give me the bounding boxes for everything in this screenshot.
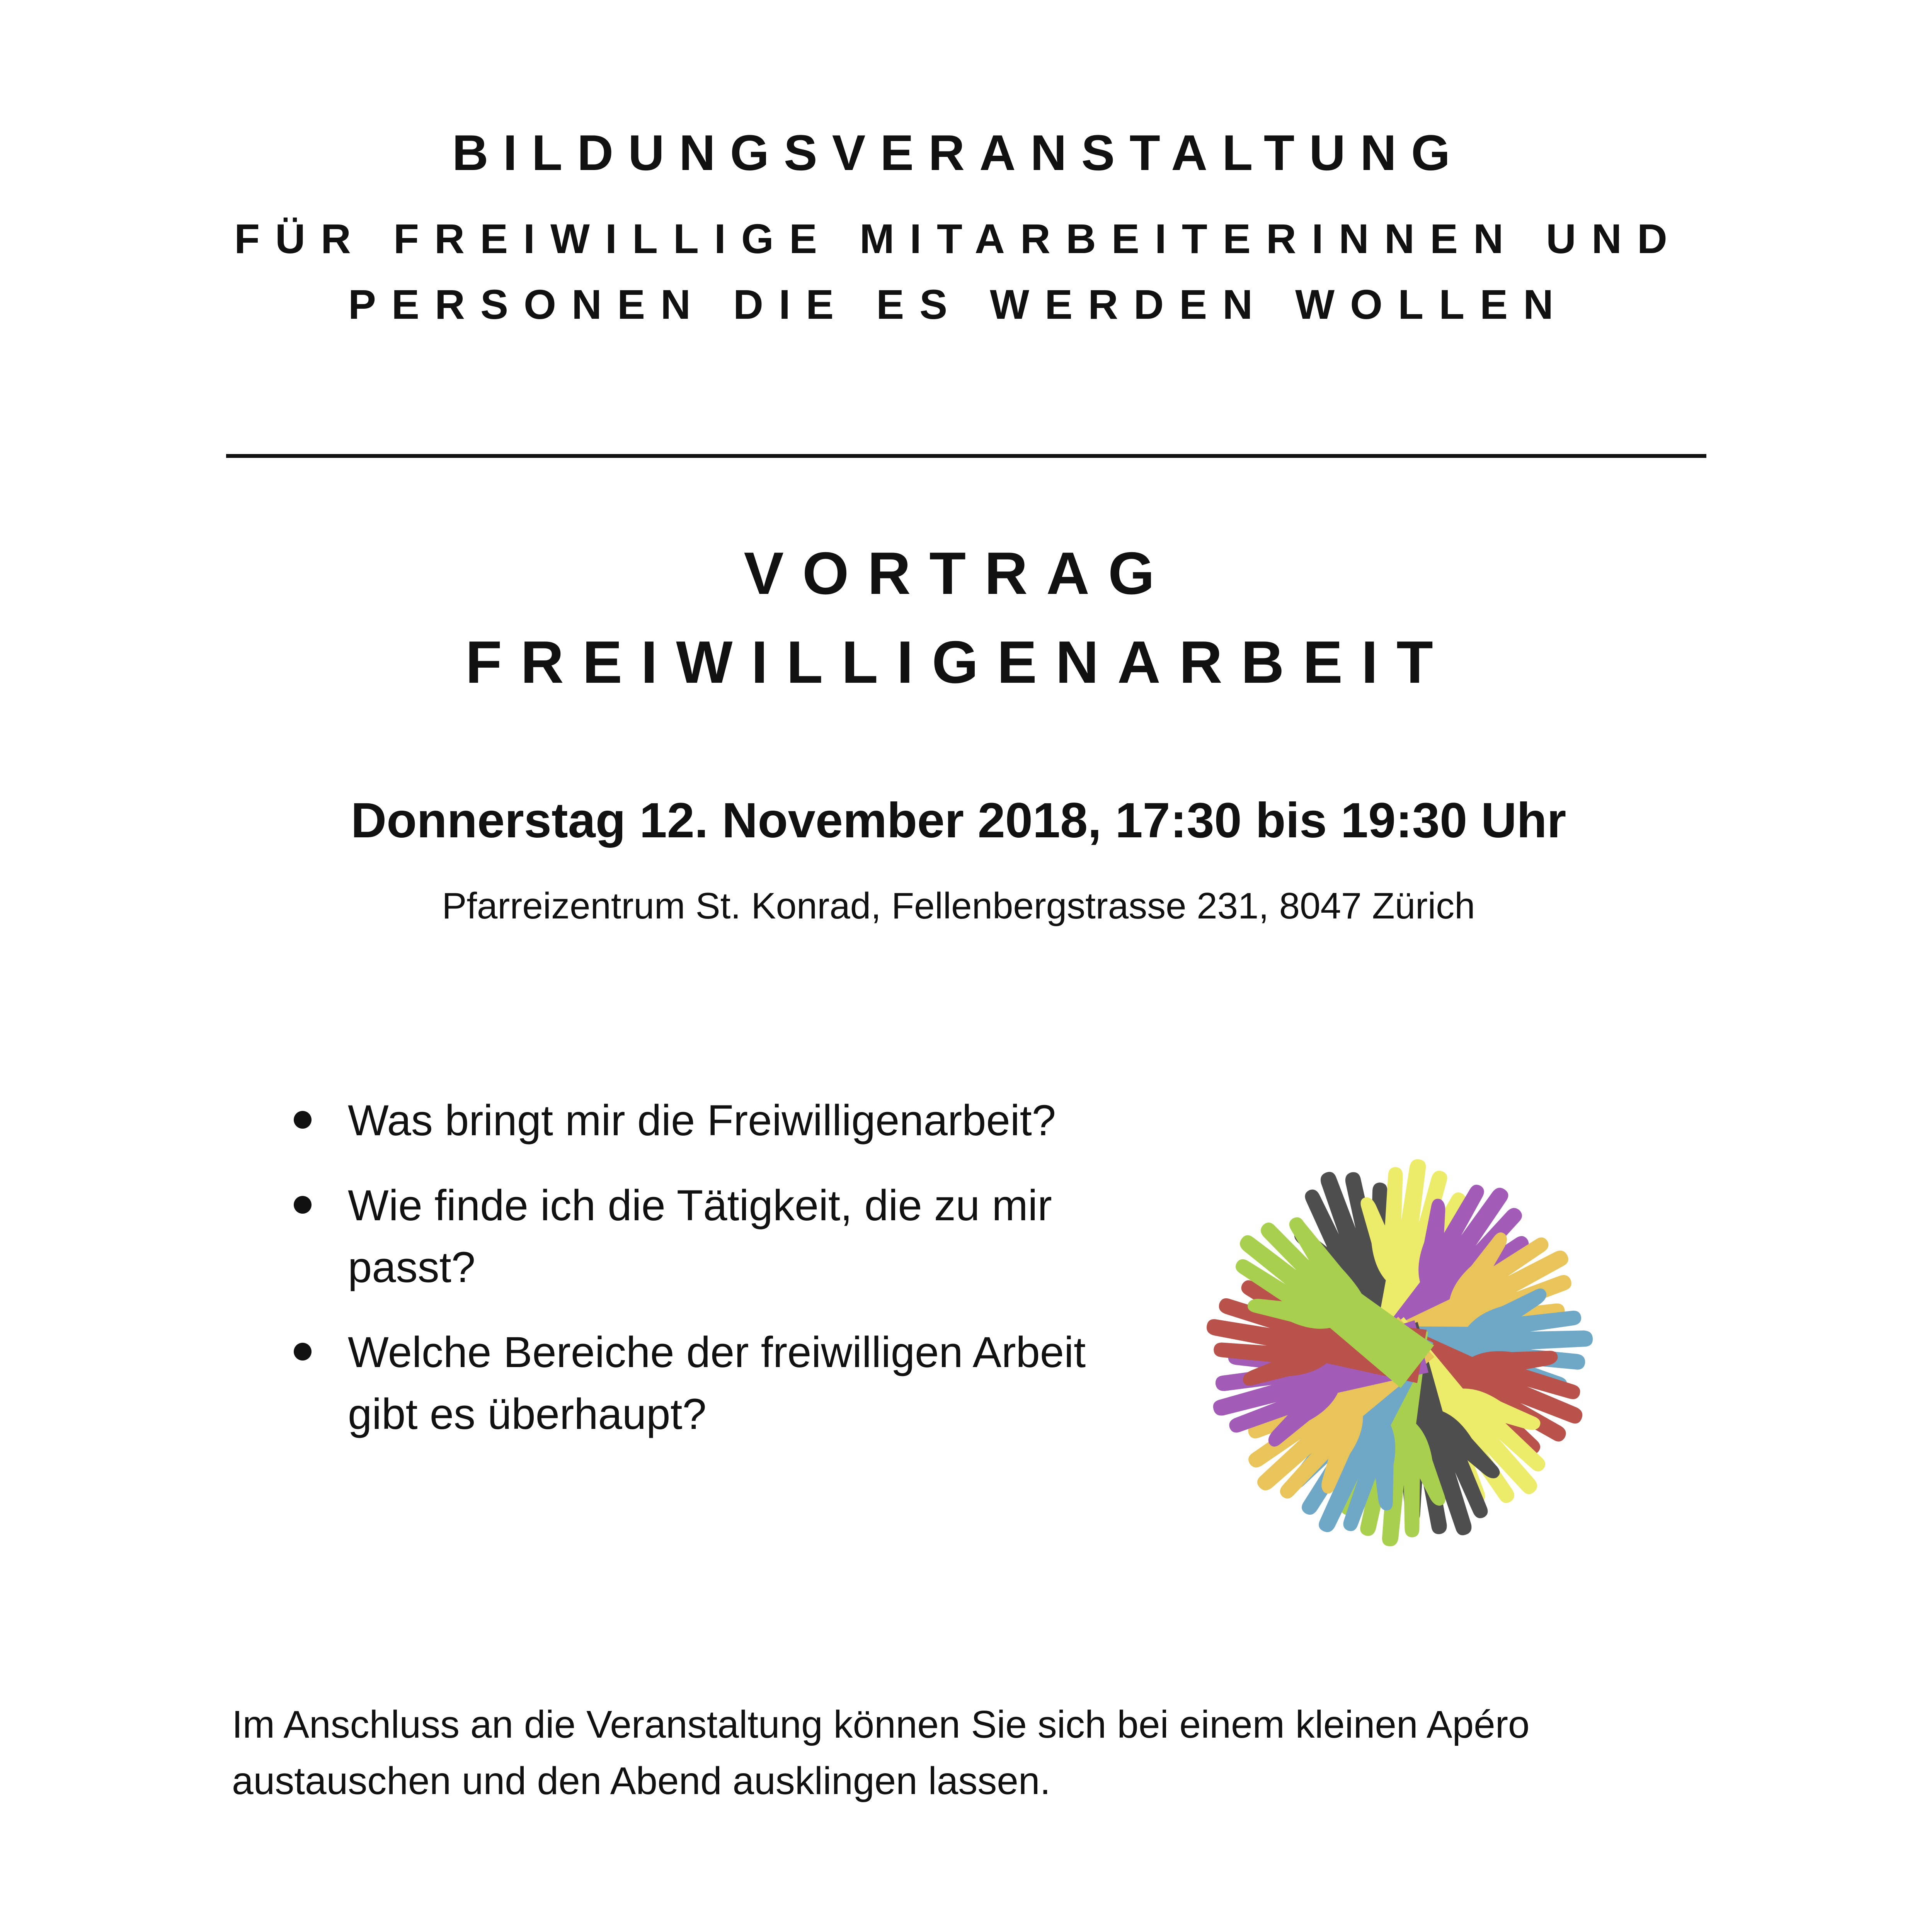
event-category: BILDUNGSVERANSTALTUNG bbox=[452, 124, 1465, 181]
list-item: Wie finde ich die Tätigkeit, die zu mir passt? bbox=[271, 1175, 1102, 1298]
divider bbox=[226, 454, 1706, 458]
list-item: Was bringt mir die Freiwilligenarbeit? bbox=[271, 1090, 1102, 1151]
audience-line-2: PERSONEN DIE ES WERDEN WOLLEN bbox=[348, 281, 1569, 328]
question-list bbox=[271, 1090, 1102, 1468]
apero-paragraph: Im Anschluss an die Veranstaltung können Sie sich bei einem kleinen Apéro austauschen und den Abend ausklingen lassen. bbox=[232, 1703, 1530, 1803]
title-line-1: VORTRAG bbox=[744, 540, 1173, 607]
bullet-icon bbox=[294, 1196, 312, 1214]
event-date: Donnerstag 12. November 2018, 17:30 bis 19:30 Uhr bbox=[351, 793, 1566, 848]
title-line-2: FREIWILLIGENARBEIT bbox=[465, 629, 1452, 696]
event-location: Pfarreizentrum St. Konrad, Fellenbergstrasse 231, 8047 Zürich bbox=[442, 885, 1475, 927]
hands-circle-illustration bbox=[1121, 1074, 1677, 1631]
list-item: Welche Bereiche der freiwilligen Arbeit gibt es überhaupt? bbox=[271, 1321, 1102, 1445]
bullet-icon bbox=[294, 1111, 312, 1129]
audience-line-1: FÜR FREIWILLIGE MITARBEITERINNEN UND bbox=[234, 215, 1683, 262]
bullet-icon bbox=[294, 1343, 312, 1361]
